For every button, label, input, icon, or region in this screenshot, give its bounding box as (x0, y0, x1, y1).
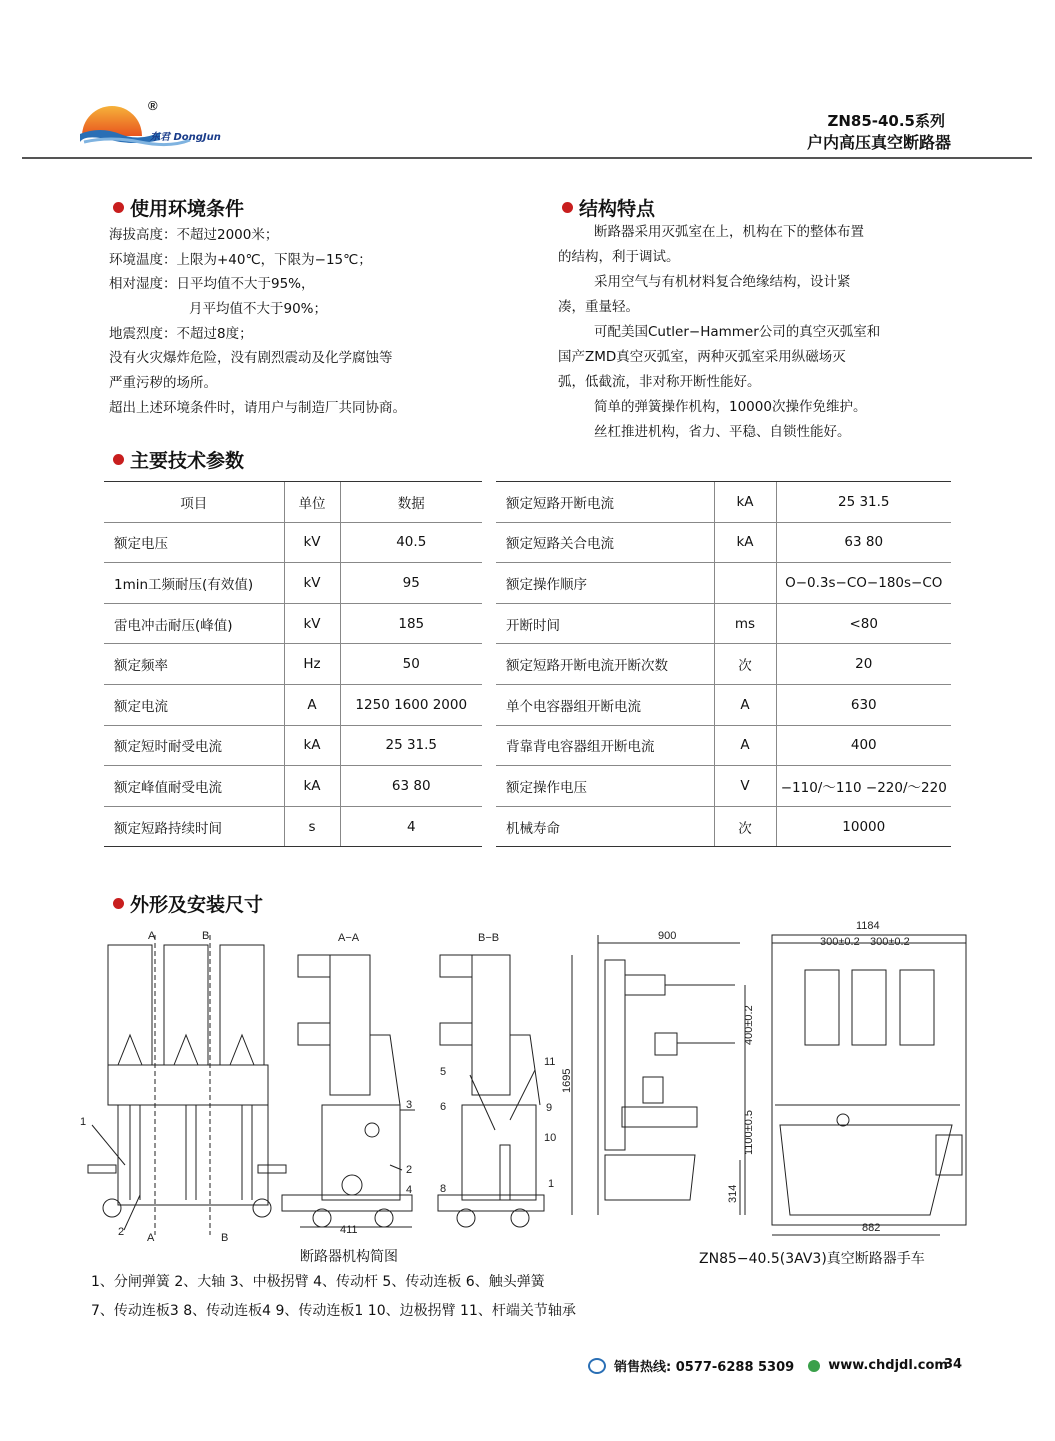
dim-1695: 1695 (561, 1068, 573, 1093)
structure-line: 采用空气与有机材料复合绝缘结构，设计紧 (594, 274, 851, 290)
truck-front-view (772, 935, 966, 1235)
legend-line-2: 7、传动连板3 8、传动连板4 9、传动连板1 10、边极拐臂 11、杆端关节轴承 (91, 1303, 576, 1319)
callout-3: 3 (406, 1099, 413, 1111)
phone-icon (588, 1358, 606, 1374)
dim-314: 314 (727, 1184, 739, 1203)
dim-300-right: 300±0.2 (870, 936, 910, 948)
footer (588, 1356, 948, 1375)
dim-1184: 1184 (856, 920, 880, 932)
callout-2: 2 (118, 1226, 125, 1238)
section-aa-view (282, 955, 415, 1227)
structure-line: 国产ZMD真空灭弧室，两种灭弧室采用纵磁场灭 (558, 349, 846, 365)
header-value: 数据 (340, 482, 482, 523)
callout-11: 11 (544, 1056, 556, 1068)
label-a-top: A (148, 930, 156, 942)
bullet-icon (113, 898, 124, 909)
env-line: 环境温度：上限为+40℃，下限为−15℃； (109, 252, 372, 268)
dim-882: 882 (862, 1222, 881, 1234)
dim-900: 900 (658, 930, 677, 942)
structure-line: 凑，重量轻。 (558, 299, 639, 315)
label-b-bottom: B (221, 1232, 229, 1244)
structure-heading: 结构特点 (562, 194, 655, 221)
web-icon (808, 1360, 820, 1372)
env-line: 相对湿度：日平均值不大于95%， (109, 276, 315, 292)
table-row: 额定短时耐受电流 kA 25 31.5 (104, 725, 482, 766)
page-number: 34 (944, 1357, 963, 1372)
table-row: 额定操作电压 V −110/～110 −220/～220 (496, 766, 951, 807)
logo-text: 东君 DongJun (150, 132, 221, 143)
structure-line: 丝杠推进机构，省力、平稳、自锁性能好。 (594, 424, 851, 440)
bullet-icon (113, 454, 124, 465)
params-heading: 主要技术参数 (113, 446, 244, 473)
label-b-top: B (202, 930, 210, 942)
table-row: 单个电容器组开断电流 A 630 (496, 684, 951, 725)
label-a-bottom: A (147, 1232, 155, 1244)
dim-300-left: 300±0.2 (820, 936, 860, 948)
env-line: 严重污秽的场所。 (109, 375, 217, 391)
dim-411: 411 (340, 1224, 358, 1236)
header-unit: 单位 (284, 482, 340, 523)
callout-4: 4 (406, 1184, 413, 1196)
company-logo (80, 96, 250, 156)
params-table-left (104, 481, 482, 847)
env-line: 月平均值不大于90%； (189, 301, 328, 317)
bullet-icon (562, 202, 573, 213)
environment-heading: 使用环境条件 (113, 194, 244, 221)
table-row: 额定电压 kV 40.5 (104, 522, 482, 563)
label-bb: B−B (478, 932, 500, 944)
env-line: 超出上述环境条件时，请用户与制造厂共同协商。 (109, 400, 406, 416)
callout-1: 1 (80, 1116, 87, 1128)
caption-mechanism: 断路器机构简图 (300, 1249, 398, 1265)
drawing-heading: 外形及安装尺寸 (113, 890, 263, 917)
callout-8: 8 (440, 1183, 447, 1195)
env-line: 没有火灾爆炸危险，没有剧烈震动及化学腐蚀等 (109, 350, 393, 366)
bullet-icon (113, 202, 124, 213)
dim-400: 400±0.2 (743, 1005, 755, 1045)
truck-side-view (572, 935, 745, 1215)
params-table-right (496, 481, 951, 847)
structure-line: 简单的弹簧操作机构，10000次操作免维护。 (594, 399, 867, 415)
dim-1100: 1100±0.5 (743, 1110, 755, 1155)
callout-10: 10 (544, 1132, 557, 1144)
sales-hotline: 销售热线: 0577-6288 5309 (614, 1360, 795, 1375)
table-row: 额定短路开断电流开断次数 次 20 (496, 644, 951, 685)
table-header-row (104, 482, 482, 523)
structure-line: 断路器采用灭弧室在上，机构在下的整体布置 (594, 224, 864, 240)
structure-line: 的结构，利于调试。 (558, 249, 680, 265)
header-item: 项目 (104, 482, 284, 523)
callout-9: 9 (546, 1102, 553, 1114)
header-divider (22, 157, 1032, 159)
label-aa: A−A (338, 932, 360, 944)
callout-5: 5 (440, 1066, 447, 1078)
product-model: ZN85-40.5系列 (827, 112, 945, 130)
technical-drawing (0, 915, 1055, 1245)
table-row: 额定短路开断电流 kA 25 31.5 (496, 482, 951, 523)
table-row: 雷电冲击耐压(峰值) kV 185 (104, 603, 482, 644)
svg-text:®: ® (148, 98, 158, 113)
section-bb-view (438, 955, 544, 1227)
callout-2b: 2 (406, 1164, 413, 1176)
table-row: 开断时间 ms <80 (496, 603, 951, 644)
caption-truck: ZN85−40.5(3AV3)真空断路器手车 (699, 1251, 925, 1267)
table-row: 背靠背电容器组开断电流 A 400 (496, 725, 951, 766)
table-row: 额定频率 Hz 50 (104, 644, 482, 685)
table-row: 额定操作顺序 O−0.3s−CO−180s−CO (496, 563, 951, 604)
front-view (88, 935, 286, 1235)
table-row: 1min工频耐压(有效值) kV 95 (104, 563, 482, 604)
structure-line: 弧，低截流，非对称开断性能好。 (558, 374, 761, 390)
env-line: 海拔高度：不超过2000米； (109, 227, 279, 243)
table-row: 额定峰值耐受电流 kA 63 80 (104, 766, 482, 807)
env-line: 地震烈度：不超过8度； (109, 326, 253, 342)
table-row: 机械寿命 次 10000 (496, 806, 951, 847)
legend-line-1: 1、分闸弹簧 2、大轴 3、中极拐臂 4、传动杆 5、传动连板 6、触头弹簧 (91, 1274, 545, 1290)
table-row: 额定电流 A 1250 1600 2000 (104, 684, 482, 725)
table-row: 额定短路关合电流 kA 63 80 (496, 522, 951, 563)
website-link[interactable]: www.chdjdl.com (828, 1358, 948, 1373)
callout-6: 6 (440, 1101, 447, 1113)
product-name: 户内高压真空断路器 (806, 133, 951, 152)
structure-line: 可配美国Cutler−Hammer公司的真空灭弧室和 (594, 324, 881, 340)
callout-1b: 1 (548, 1178, 555, 1190)
table-row: 额定短路持续时间 s 4 (104, 806, 482, 847)
